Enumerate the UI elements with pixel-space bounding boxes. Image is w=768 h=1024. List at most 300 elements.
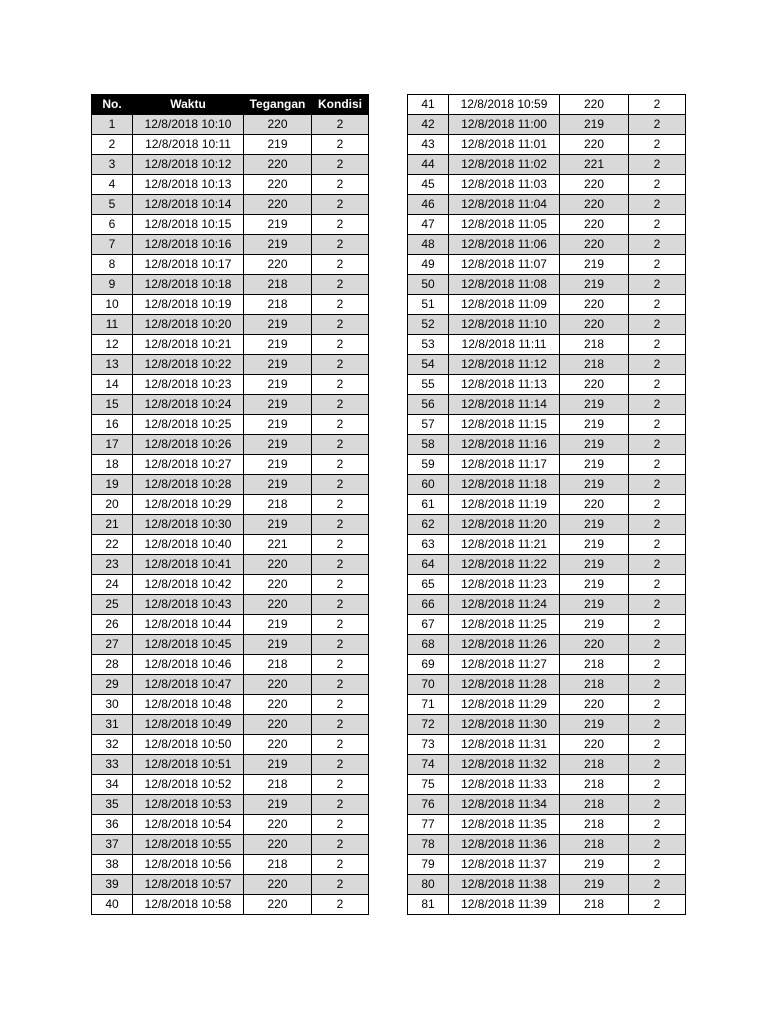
table-row <box>92 355 369 375</box>
cell-waktu: 12/8/2018 10:25 <box>133 415 244 435</box>
cell-waktu: 12/8/2018 10:14 <box>133 195 244 215</box>
cell-waktu: 12/8/2018 10:17 <box>133 255 244 275</box>
cell-tegangan: 219 <box>244 415 312 435</box>
table-row <box>408 695 686 715</box>
table-row <box>408 455 686 475</box>
cell-waktu: 12/8/2018 10:46 <box>133 655 244 675</box>
table-row <box>408 235 686 255</box>
table-row <box>408 715 686 735</box>
cell-kondisi: 2 <box>312 755 369 775</box>
cell-tegangan: 218 <box>244 295 312 315</box>
cell-kondisi: 2 <box>312 135 369 155</box>
cell-kondisi: 2 <box>629 835 686 855</box>
cell-kondisi: 2 <box>629 635 686 655</box>
cell-waktu: 12/8/2018 10:51 <box>133 755 244 775</box>
cell-waktu: 12/8/2018 11:31 <box>449 735 560 755</box>
cell-tegangan: 220 <box>244 595 312 615</box>
table-row <box>408 275 686 295</box>
cell-kondisi: 2 <box>629 675 686 695</box>
table-row <box>408 335 686 355</box>
cell-tegangan: 218 <box>244 775 312 795</box>
cell-waktu: 12/8/2018 10:48 <box>133 695 244 715</box>
cell-waktu: 12/8/2018 11:02 <box>449 155 560 175</box>
cell-kondisi: 2 <box>629 415 686 435</box>
cell-tegangan: 220 <box>244 255 312 275</box>
cell-no: 47 <box>408 215 449 235</box>
cell-waktu: 12/8/2018 11:24 <box>449 595 560 615</box>
cell-kondisi: 2 <box>312 775 369 795</box>
cell-tegangan: 220 <box>244 175 312 195</box>
cell-no: 48 <box>408 235 449 255</box>
table-row <box>92 315 369 335</box>
cell-kondisi: 2 <box>312 415 369 435</box>
cell-tegangan: 220 <box>560 695 629 715</box>
cell-no: 1 <box>92 115 133 135</box>
cell-waktu: 12/8/2018 11:12 <box>449 355 560 375</box>
table-row <box>408 615 686 635</box>
cell-tegangan: 219 <box>560 555 629 575</box>
table-row <box>92 435 369 455</box>
cell-waktu: 12/8/2018 10:27 <box>133 455 244 475</box>
cell-kondisi: 2 <box>629 815 686 835</box>
cell-kondisi: 2 <box>312 255 369 275</box>
cell-tegangan: 219 <box>560 415 629 435</box>
cell-kondisi: 2 <box>629 695 686 715</box>
cell-no: 55 <box>408 375 449 395</box>
table-row <box>92 115 369 135</box>
cell-tegangan: 219 <box>244 515 312 535</box>
cell-waktu: 12/8/2018 11:28 <box>449 675 560 695</box>
cell-kondisi: 2 <box>312 795 369 815</box>
cell-kondisi: 2 <box>312 155 369 175</box>
cell-kondisi: 2 <box>629 875 686 895</box>
cell-kondisi: 2 <box>629 535 686 555</box>
cell-no: 19 <box>92 475 133 495</box>
cell-no: 21 <box>92 515 133 535</box>
cell-no: 69 <box>408 655 449 675</box>
cell-tegangan: 219 <box>560 435 629 455</box>
table-row <box>408 215 686 235</box>
table-row <box>92 495 369 515</box>
cell-no: 66 <box>408 595 449 615</box>
cell-kondisi: 2 <box>629 555 686 575</box>
table-row <box>408 775 686 795</box>
cell-waktu: 12/8/2018 11:05 <box>449 215 560 235</box>
cell-tegangan: 219 <box>560 535 629 555</box>
cell-tegangan: 219 <box>244 235 312 255</box>
table-row <box>92 515 369 535</box>
cell-no: 22 <box>92 535 133 555</box>
cell-kondisi: 2 <box>312 815 369 835</box>
header-row <box>92 95 369 115</box>
cell-no: 70 <box>408 675 449 695</box>
cell-waktu: 12/8/2018 10:42 <box>133 575 244 595</box>
cell-kondisi: 2 <box>312 595 369 615</box>
cell-kondisi: 2 <box>629 715 686 735</box>
cell-tegangan: 219 <box>560 395 629 415</box>
cell-kondisi: 2 <box>312 675 369 695</box>
cell-kondisi: 2 <box>629 295 686 315</box>
cell-no: 27 <box>92 635 133 655</box>
cell-kondisi: 2 <box>629 735 686 755</box>
cell-tegangan: 218 <box>560 775 629 795</box>
cell-tegangan: 219 <box>560 515 629 535</box>
cell-waktu: 12/8/2018 10:29 <box>133 495 244 515</box>
table-row <box>408 855 686 875</box>
cell-no: 18 <box>92 455 133 475</box>
table-row <box>92 895 369 915</box>
cell-no: 32 <box>92 735 133 755</box>
cell-kondisi: 2 <box>312 495 369 515</box>
cell-no: 14 <box>92 375 133 395</box>
cell-waktu: 12/8/2018 11:32 <box>449 755 560 775</box>
cell-kondisi: 2 <box>629 135 686 155</box>
cell-no: 49 <box>408 255 449 275</box>
table-row <box>408 815 686 835</box>
cell-tegangan: 218 <box>560 335 629 355</box>
cell-kondisi: 2 <box>312 615 369 635</box>
data-table-right <box>407 94 686 915</box>
cell-tegangan: 219 <box>244 615 312 635</box>
cell-tegangan: 221 <box>560 155 629 175</box>
cell-waktu: 12/8/2018 11:38 <box>449 875 560 895</box>
cell-waktu: 12/8/2018 10:22 <box>133 355 244 375</box>
cell-no: 52 <box>408 315 449 335</box>
cell-kondisi: 2 <box>629 95 686 115</box>
cell-waktu: 12/8/2018 11:34 <box>449 795 560 815</box>
cell-tegangan: 220 <box>244 115 312 135</box>
cell-tegangan: 220 <box>244 875 312 895</box>
cell-no: 42 <box>408 115 449 135</box>
cell-tegangan: 219 <box>560 855 629 875</box>
cell-tegangan: 219 <box>560 275 629 295</box>
cell-tegangan: 218 <box>244 495 312 515</box>
cell-tegangan: 219 <box>560 595 629 615</box>
cell-tegangan: 219 <box>560 115 629 135</box>
cell-tegangan: 219 <box>560 875 629 895</box>
cell-no: 50 <box>408 275 449 295</box>
cell-no: 6 <box>92 215 133 235</box>
cell-no: 15 <box>92 395 133 415</box>
cell-kondisi: 2 <box>312 855 369 875</box>
table-row <box>92 155 369 175</box>
cell-waktu: 12/8/2018 11:17 <box>449 455 560 475</box>
cell-no: 3 <box>92 155 133 175</box>
cell-waktu: 12/8/2018 11:29 <box>449 695 560 715</box>
cell-waktu: 12/8/2018 10:43 <box>133 595 244 615</box>
cell-no: 74 <box>408 755 449 775</box>
cell-waktu: 12/8/2018 10:20 <box>133 315 244 335</box>
cell-no: 4 <box>92 175 133 195</box>
cell-kondisi: 2 <box>629 455 686 475</box>
cell-tegangan: 220 <box>560 735 629 755</box>
table-row <box>92 215 369 235</box>
cell-no: 12 <box>92 335 133 355</box>
cell-kondisi: 2 <box>629 175 686 195</box>
cell-kondisi: 2 <box>629 615 686 635</box>
table-row <box>92 175 369 195</box>
cell-no: 62 <box>408 515 449 535</box>
cell-tegangan: 219 <box>560 475 629 495</box>
cell-tegangan: 219 <box>560 715 629 735</box>
cell-waktu: 12/8/2018 11:26 <box>449 635 560 655</box>
table-row <box>408 175 686 195</box>
cell-kondisi: 2 <box>312 235 369 255</box>
cell-kondisi: 2 <box>312 895 369 915</box>
cell-kondisi: 2 <box>312 215 369 235</box>
table-row <box>92 715 369 735</box>
cell-kondisi: 2 <box>312 375 369 395</box>
cell-waktu: 12/8/2018 11:16 <box>449 435 560 455</box>
cell-no: 25 <box>92 595 133 615</box>
cell-kondisi: 2 <box>312 355 369 375</box>
cell-tegangan: 219 <box>244 455 312 475</box>
cell-waktu: 12/8/2018 10:56 <box>133 855 244 875</box>
cell-waktu: 12/8/2018 11:25 <box>449 615 560 635</box>
cell-no: 8 <box>92 255 133 275</box>
cell-no: 39 <box>92 875 133 895</box>
table-row <box>92 415 369 435</box>
cell-no: 20 <box>92 495 133 515</box>
cell-no: 56 <box>408 395 449 415</box>
cell-no: 30 <box>92 695 133 715</box>
cell-no: 61 <box>408 495 449 515</box>
cell-no: 26 <box>92 615 133 635</box>
cell-waktu: 12/8/2018 10:30 <box>133 515 244 535</box>
table-row <box>92 535 369 555</box>
cell-waktu: 12/8/2018 10:40 <box>133 535 244 555</box>
cell-no: 24 <box>92 575 133 595</box>
cell-no: 54 <box>408 355 449 375</box>
cell-tegangan: 218 <box>560 815 629 835</box>
cell-no: 80 <box>408 875 449 895</box>
cell-tegangan: 220 <box>244 155 312 175</box>
cell-no: 64 <box>408 555 449 575</box>
cell-kondisi: 2 <box>629 235 686 255</box>
cell-kondisi: 2 <box>312 515 369 535</box>
table-row <box>408 295 686 315</box>
table-row <box>92 335 369 355</box>
cell-kondisi: 2 <box>312 195 369 215</box>
cell-kondisi: 2 <box>312 535 369 555</box>
cell-no: 53 <box>408 335 449 355</box>
cell-kondisi: 2 <box>629 355 686 375</box>
cell-waktu: 12/8/2018 10:15 <box>133 215 244 235</box>
cell-kondisi: 2 <box>312 275 369 295</box>
cell-kondisi: 2 <box>629 515 686 535</box>
cell-no: 36 <box>92 815 133 835</box>
cell-waktu: 12/8/2018 11:22 <box>449 555 560 575</box>
cell-tegangan: 220 <box>560 315 629 335</box>
cell-tegangan: 219 <box>244 635 312 655</box>
cell-waktu: 12/8/2018 10:55 <box>133 835 244 855</box>
cell-tegangan: 219 <box>244 395 312 415</box>
header-kondisi: Kondisi <box>312 95 369 115</box>
cell-tegangan: 220 <box>244 195 312 215</box>
table-row <box>92 135 369 155</box>
cell-tegangan: 220 <box>244 675 312 695</box>
cell-waktu: 12/8/2018 11:14 <box>449 395 560 415</box>
cell-kondisi: 2 <box>312 835 369 855</box>
cell-kondisi: 2 <box>629 755 686 775</box>
cell-waktu: 12/8/2018 11:01 <box>449 135 560 155</box>
cell-no: 44 <box>408 155 449 175</box>
cell-no: 33 <box>92 755 133 775</box>
cell-waktu: 12/8/2018 10:11 <box>133 135 244 155</box>
table-row <box>92 275 369 295</box>
cell-waktu: 12/8/2018 10:13 <box>133 175 244 195</box>
table-row <box>92 255 369 275</box>
cell-tegangan: 221 <box>244 535 312 555</box>
header-waktu: Waktu <box>133 95 244 115</box>
cell-no: 35 <box>92 795 133 815</box>
table-row <box>408 135 686 155</box>
cell-waktu: 12/8/2018 11:21 <box>449 535 560 555</box>
cell-waktu: 12/8/2018 10:58 <box>133 895 244 915</box>
cell-tegangan: 220 <box>560 235 629 255</box>
table-row <box>92 615 369 635</box>
cell-waktu: 12/8/2018 11:35 <box>449 815 560 835</box>
cell-no: 43 <box>408 135 449 155</box>
cell-waktu: 12/8/2018 10:16 <box>133 235 244 255</box>
table-row <box>92 875 369 895</box>
table-row <box>408 415 686 435</box>
table-row <box>408 555 686 575</box>
cell-tegangan: 218 <box>560 795 629 815</box>
cell-tegangan: 220 <box>244 835 312 855</box>
cell-waktu: 12/8/2018 10:47 <box>133 675 244 695</box>
cell-tegangan: 220 <box>244 895 312 915</box>
cell-waktu: 12/8/2018 11:09 <box>449 295 560 315</box>
table-row <box>92 775 369 795</box>
cell-kondisi: 2 <box>629 155 686 175</box>
table-row <box>408 535 686 555</box>
table-row <box>92 755 369 775</box>
cell-kondisi: 2 <box>312 875 369 895</box>
cell-no: 31 <box>92 715 133 735</box>
table-row <box>408 255 686 275</box>
table-row <box>92 555 369 575</box>
cell-no: 72 <box>408 715 449 735</box>
cell-kondisi: 2 <box>312 455 369 475</box>
cell-no: 40 <box>92 895 133 915</box>
cell-waktu: 12/8/2018 10:26 <box>133 435 244 455</box>
cell-kondisi: 2 <box>629 855 686 875</box>
cell-tegangan: 219 <box>560 615 629 635</box>
cell-waktu: 12/8/2018 11:18 <box>449 475 560 495</box>
cell-no: 9 <box>92 275 133 295</box>
cell-kondisi: 2 <box>629 375 686 395</box>
cell-kondisi: 2 <box>629 255 686 275</box>
cell-tegangan: 219 <box>244 135 312 155</box>
cell-waktu: 12/8/2018 11:00 <box>449 115 560 135</box>
cell-kondisi: 2 <box>312 175 369 195</box>
cell-kondisi: 2 <box>312 635 369 655</box>
cell-tegangan: 218 <box>560 355 629 375</box>
cell-kondisi: 2 <box>629 215 686 235</box>
table-row <box>92 475 369 495</box>
cell-no: 59 <box>408 455 449 475</box>
table-row <box>92 835 369 855</box>
cell-tegangan: 219 <box>560 255 629 275</box>
table-row <box>408 375 686 395</box>
cell-kondisi: 2 <box>312 715 369 735</box>
cell-tegangan: 218 <box>560 675 629 695</box>
table-row <box>92 815 369 835</box>
cell-waktu: 12/8/2018 10:50 <box>133 735 244 755</box>
cell-waktu: 12/8/2018 11:20 <box>449 515 560 535</box>
cell-no: 28 <box>92 655 133 675</box>
cell-waktu: 12/8/2018 11:11 <box>449 335 560 355</box>
cell-kondisi: 2 <box>629 895 686 915</box>
cell-waktu: 12/8/2018 11:07 <box>449 255 560 275</box>
table-row <box>92 595 369 615</box>
cell-tegangan: 218 <box>560 835 629 855</box>
cell-no: 10 <box>92 295 133 315</box>
cell-waktu: 12/8/2018 10:52 <box>133 775 244 795</box>
cell-waktu: 12/8/2018 10:53 <box>133 795 244 815</box>
cell-tegangan: 219 <box>244 355 312 375</box>
cell-waktu: 12/8/2018 10:49 <box>133 715 244 735</box>
cell-no: 13 <box>92 355 133 375</box>
table-row <box>92 575 369 595</box>
cell-tegangan: 220 <box>244 715 312 735</box>
table-row <box>408 735 686 755</box>
cell-waktu: 12/8/2018 10:28 <box>133 475 244 495</box>
table-row <box>408 435 686 455</box>
cell-waktu: 12/8/2018 10:18 <box>133 275 244 295</box>
cell-waktu: 12/8/2018 11:23 <box>449 575 560 595</box>
cell-no: 67 <box>408 615 449 635</box>
cell-tegangan: 220 <box>560 135 629 155</box>
cell-kondisi: 2 <box>312 575 369 595</box>
header-no: No. <box>92 95 133 115</box>
header-tegangan: Tegangan <box>244 95 312 115</box>
cell-tegangan: 220 <box>244 815 312 835</box>
cell-kondisi: 2 <box>312 335 369 355</box>
cell-tegangan: 220 <box>560 95 629 115</box>
cell-kondisi: 2 <box>629 395 686 415</box>
cell-waktu: 12/8/2018 10:24 <box>133 395 244 415</box>
table-row <box>92 295 369 315</box>
cell-waktu: 12/8/2018 10:44 <box>133 615 244 635</box>
cell-tegangan: 219 <box>244 755 312 775</box>
cell-no: 16 <box>92 415 133 435</box>
table-row <box>408 875 686 895</box>
cell-kondisi: 2 <box>629 595 686 615</box>
cell-kondisi: 2 <box>312 555 369 575</box>
cell-no: 58 <box>408 435 449 455</box>
cell-tegangan: 219 <box>244 435 312 455</box>
cell-waktu: 12/8/2018 10:21 <box>133 335 244 355</box>
table-row <box>92 375 369 395</box>
cell-waktu: 12/8/2018 10:45 <box>133 635 244 655</box>
cell-kondisi: 2 <box>629 115 686 135</box>
cell-tegangan: 218 <box>244 855 312 875</box>
table-row <box>408 595 686 615</box>
cell-waktu: 12/8/2018 11:03 <box>449 175 560 195</box>
cell-tegangan: 218 <box>244 275 312 295</box>
table-row <box>408 475 686 495</box>
table-row <box>408 795 686 815</box>
cell-no: 51 <box>408 295 449 315</box>
cell-tegangan: 220 <box>560 495 629 515</box>
cell-kondisi: 2 <box>312 735 369 755</box>
cell-tegangan: 218 <box>560 655 629 675</box>
table-row <box>92 235 369 255</box>
cell-no: 5 <box>92 195 133 215</box>
cell-kondisi: 2 <box>312 475 369 495</box>
